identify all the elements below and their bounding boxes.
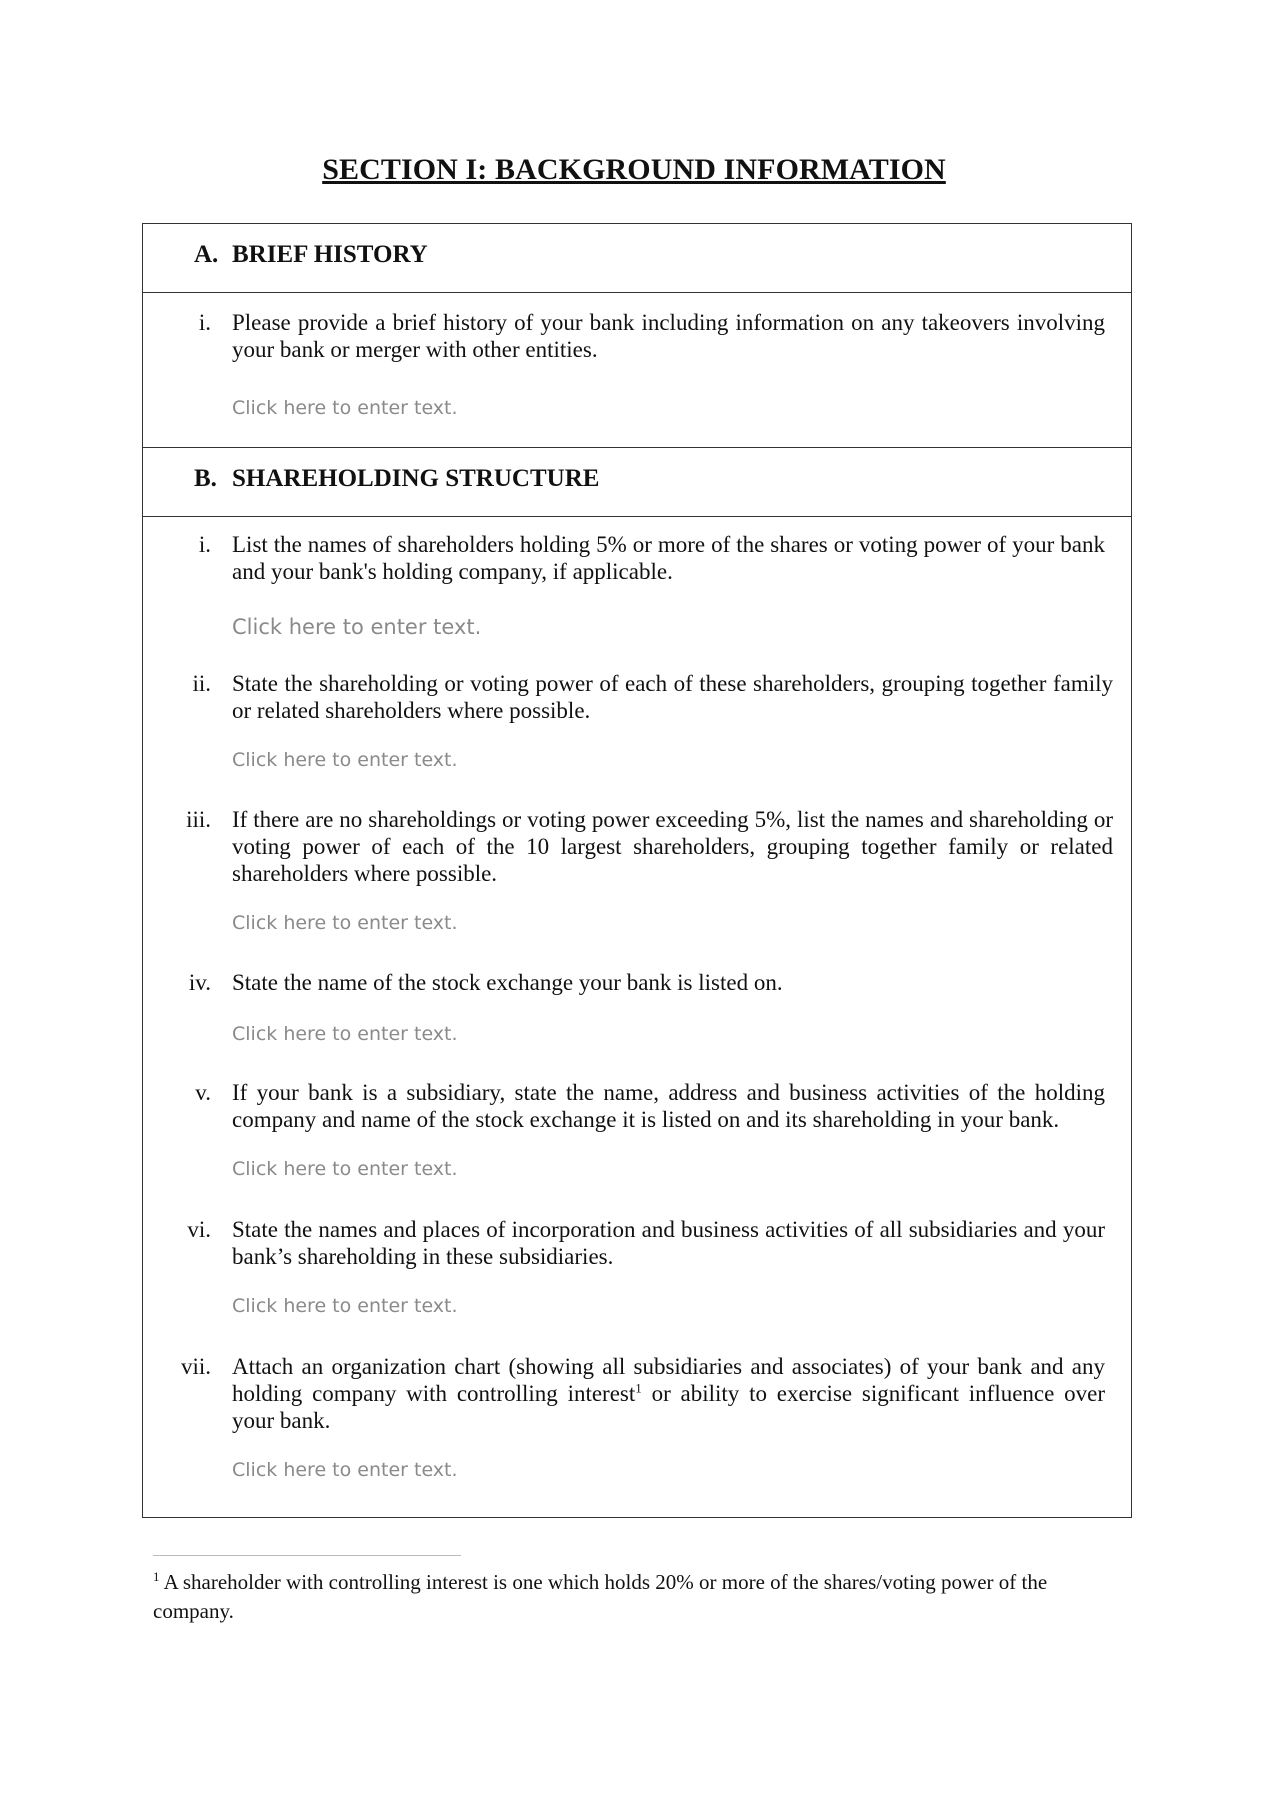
answer-field-a-i[interactable]: Click here to enter text. (232, 397, 458, 419)
footnote-reference: 1 (635, 1380, 642, 1396)
question-number: vi. (187, 1217, 211, 1242)
answer-field-b-ii[interactable]: Click here to enter text. (232, 749, 458, 771)
answer-field-b-iii[interactable]: Click here to enter text. (232, 912, 458, 934)
question-text: List the names of shareholders holding 5% or more of the shares or voting power of your bank and your bank's holding company, if applicable. (232, 532, 1105, 584)
question-number: iv. (188, 970, 211, 995)
question-text-part: Attach an organization chart (showing all subsidiaries and associates) of your bank and any holding company with controlling interest (232, 1354, 1105, 1406)
question-number: v. (195, 1080, 211, 1105)
question-number: iii. (186, 807, 211, 832)
question-number: i. (198, 310, 211, 335)
answer-field-b-vii[interactable]: Click here to enter text. (232, 1459, 458, 1481)
footnote-text: A shareholder with controlling interest is one which holds 20% or more of the shares/voting power of the company. (153, 1570, 1048, 1623)
answer-field-b-vi[interactable]: Click here to enter text. (232, 1295, 458, 1317)
question-text: If there are no shareholdings or voting power exceeding 5%, list the names and shareholding or voting power of each of the 10 largest shareholders, grouping together family or related shareholders where possible. (232, 807, 1113, 886)
section-a-letter: A. (194, 241, 219, 268)
answer-field-b-v[interactable]: Click here to enter text. (232, 1158, 458, 1180)
section-a-heading: BRIEF HISTORY (232, 241, 428, 268)
section-b-letter: B. (194, 465, 217, 492)
questionnaire-box (142, 223, 1132, 1518)
section-a-header (143, 224, 1131, 293)
section-b-heading: SHAREHOLDING STRUCTURE (232, 465, 600, 492)
answer-field-b-i[interactable]: Click here to enter text. (232, 615, 482, 639)
section-a-body (143, 293, 1131, 448)
answer-field-b-iv[interactable]: Click here to enter text. (232, 1023, 458, 1045)
question-text-part: or ability to exercise significant influence over your bank. (232, 1381, 1105, 1433)
question-text (232, 1353, 1105, 1434)
question-text: If your bank is a subsidiary, state the name, address and business activities of the holding company and name of the stock exchange it is listed on and its shareholding in your bank. (232, 1080, 1105, 1132)
question-text: State the name of the stock exchange your bank is listed on. (232, 970, 783, 995)
question-text: State the names and places of incorporation and business activities of all subsidiaries and your bank’s shareholding in these subsidiaries. (232, 1217, 1105, 1269)
question-number: i. (198, 532, 211, 557)
footnote-marker: 1 (153, 1569, 160, 1584)
question-text: State the shareholding or voting power of each of these shareholders, grouping together family or related shareholders where possible. (232, 671, 1113, 723)
question-number: vii. (180, 1354, 211, 1379)
section-title: SECTION I: BACKGROUND INFORMATION (322, 153, 946, 186)
question-number: ii. (192, 671, 211, 696)
footnote-separator (153, 1555, 461, 1556)
section-b-header (143, 448, 1131, 517)
question-text: Please provide a brief history of your bank including information on any takeovers involving your bank or merger with other entities. (232, 310, 1105, 362)
footnote (153, 1568, 1093, 1626)
